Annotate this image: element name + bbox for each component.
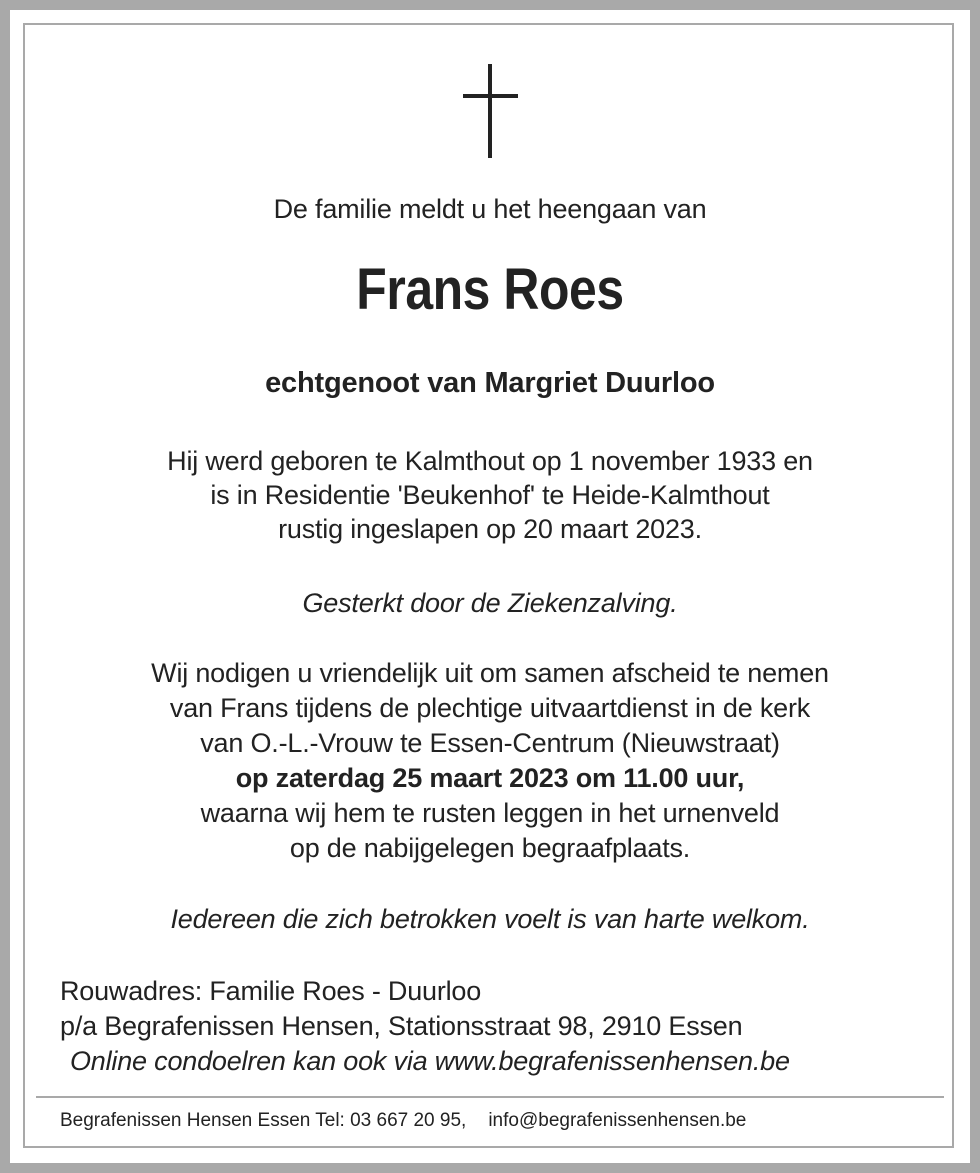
mourning-address: Rouwadres: Familie Roes - Duurloo <box>60 976 482 1006</box>
invitation-line: van Frans tijdens de plechtige uitvaartdienst in de kerk <box>169 693 811 723</box>
sacrament-line: Gesterkt door de Ziekenzalving. <box>302 588 678 618</box>
footer-company-phone: Begrafenissen Hensen Essen Tel: 03 667 20 95, <box>60 1110 467 1131</box>
deceased-name: Frans Roes <box>356 257 624 322</box>
birth-line: Hij werd geboren te Kalmthout op 1 november 1933 en <box>167 446 813 476</box>
invitation-line: waarna wij hem te rusten leggen in het urnenveld <box>200 798 780 828</box>
intro-text: De familie meldt u het heengaan van <box>273 194 707 224</box>
online-condolence-line: Online condoelren kan ook via www.begrafenissenhensen.be <box>70 1046 790 1076</box>
cross-vertical-bar <box>488 64 492 158</box>
footer-email: info@begrafenissenhensen.be <box>488 1110 747 1131</box>
invitation-line: van O.-L.-Vrouw te Essen-Centrum (Nieuwstraat) <box>200 728 780 758</box>
invitation-line: op de nabijgelegen begraafplaats. <box>289 833 691 863</box>
invitation-line: Wij nodigen u vriendelijk uit om samen afscheid te nemen <box>151 658 829 688</box>
birth-line: is in Residentie 'Beukenhof' te Heide-Kalmthout <box>210 480 770 510</box>
footer-divider <box>36 1096 944 1098</box>
funeral-date-line: op zaterdag 25 maart 2023 om 11.00 uur, <box>235 763 745 793</box>
spouse-line: echtgenoot van Margriet Duurloo <box>265 367 715 399</box>
mourning-address-street: p/a Begrafenissen Hensen, Stationsstraat 98, 2910 Essen <box>60 1011 743 1041</box>
welcome-line: Iedereen die zich betrokken voelt is van harte welkom. <box>170 904 810 934</box>
birth-line: rustig ingeslapen op 20 maart 2023. <box>278 514 702 544</box>
footer <box>60 1108 746 1134</box>
cross-horizontal-bar <box>463 94 518 98</box>
